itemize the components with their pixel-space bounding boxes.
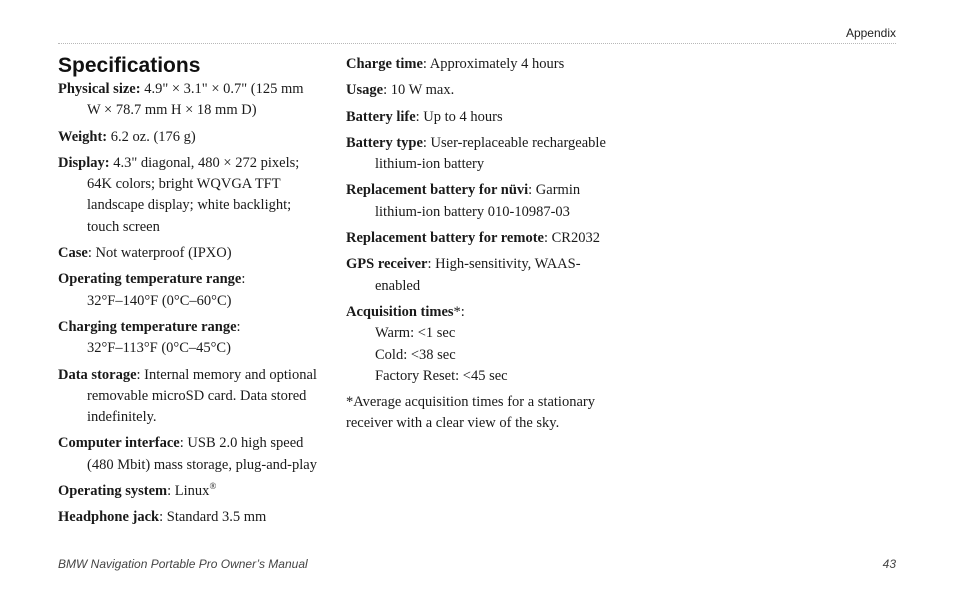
footer-page-number: 43	[882, 557, 896, 571]
spec-acquisition-times	[346, 302, 616, 387]
acquisition-factory-reset: Factory Reset: <45 sec	[375, 367, 508, 384]
spec-label: Computer interface	[58, 435, 180, 452]
page-title: Specifications	[58, 54, 201, 77]
spec-sub-value: 32°F–140°F (0°C–60°C)	[87, 292, 232, 309]
spec-label: Usage	[346, 82, 384, 99]
spec-label: Data storage	[58, 366, 137, 383]
header-rule	[58, 43, 896, 44]
spec-label: Display:	[58, 154, 110, 171]
spec-label: Charge time	[346, 56, 423, 72]
spec-gps-receiver	[346, 254, 616, 297]
spec-label: Case	[58, 245, 88, 262]
spec-label: Headphone jack	[58, 509, 160, 526]
acquisition-warm: Warm: <1 sec	[375, 325, 456, 342]
spec-value: : CR2032	[543, 230, 600, 247]
spec-value: : USB 2.0 high speed (480 Mbit) mass storage, plug-and-play	[87, 435, 317, 473]
spec-value: : Approximately 4 hours	[422, 56, 565, 72]
spec-value: :	[241, 271, 246, 288]
spec-value: : Not waterproof (IPXO)	[87, 245, 232, 262]
acquisition-cold: Cold: <38 sec	[375, 346, 456, 363]
spec-value: : Garmin lithium-ion battery 010-10987-03	[375, 182, 581, 220]
spec-label: Battery life	[346, 108, 416, 125]
spec-replacement-battery-nuvi	[346, 180, 616, 223]
spec-label: Operating temperature range	[58, 271, 242, 288]
spec-value: : Up to 4 hours	[415, 108, 503, 125]
spec-operating-temperature	[58, 269, 320, 312]
spec-label: Acquisition times	[346, 303, 454, 320]
spec-operating-system	[58, 481, 320, 502]
spec-display	[58, 153, 320, 238]
spec-label: Physical size:	[58, 81, 141, 97]
spec-label: Replacement battery for nüvi	[346, 182, 529, 199]
specs-right-column	[346, 54, 616, 435]
spec-physical-size	[58, 79, 320, 122]
spec-value: : Standard 3.5 mm	[159, 509, 267, 526]
spec-value: : Linux	[167, 483, 210, 500]
spec-value: : 10 W max.	[383, 82, 455, 99]
spec-label: Weight:	[58, 128, 108, 145]
header-section-label: Appendix	[845, 26, 896, 40]
spec-label: Battery type	[346, 134, 423, 151]
spec-headphone-jack	[58, 507, 320, 528]
spec-value: : User-replaceable rechargeable lithium-ion battery	[375, 134, 606, 173]
spec-label: Charging temperature range	[58, 318, 237, 335]
spec-label: Replacement battery for remote	[346, 230, 544, 247]
registered-mark: ®	[209, 481, 217, 492]
spec-battery-life	[346, 107, 616, 128]
spec-data-storage	[58, 365, 320, 429]
spec-value: : High-sensitivity, WAAS-enabled	[375, 256, 581, 294]
spec-value: *:	[453, 303, 465, 320]
specs-left-column	[58, 79, 320, 534]
footer-manual-title: BMW Navigation Portable Pro Owner’s Manual	[58, 557, 308, 571]
spec-weight	[58, 127, 320, 148]
spec-replacement-battery-remote	[346, 228, 616, 249]
spec-value: : Internal memory and optional removable microSD card. Data stored indefinitely.	[87, 366, 317, 426]
spec-sub-value: 32°F–113°F (0°C–45°C)	[87, 340, 231, 357]
spec-value: 4.9" × 3.1" × 0.7" (125 mm W × 78.7 mm H × 18 mm D)	[87, 81, 304, 119]
acquisition-footnote: *Average acquisition times for a stationary receiver with a clear view of the sky.	[346, 394, 595, 432]
spec-value: 6.2 oz. (176 g)	[107, 128, 196, 145]
spec-case	[58, 243, 320, 264]
spec-charging-temperature	[58, 317, 320, 360]
spec-usage	[346, 80, 616, 101]
spec-label: GPS receiver	[346, 256, 428, 273]
spec-battery-type	[346, 133, 616, 176]
spec-value: 4.3" diagonal, 480 × 272 pixels; 64K colors; bright WQVGA TFT landscape display; white backlight; touch screen	[87, 154, 300, 235]
spec-label: Operating system	[58, 483, 168, 500]
spec-charge-time	[346, 54, 616, 75]
spec-value: :	[236, 318, 241, 335]
spec-computer-interface	[58, 433, 320, 476]
